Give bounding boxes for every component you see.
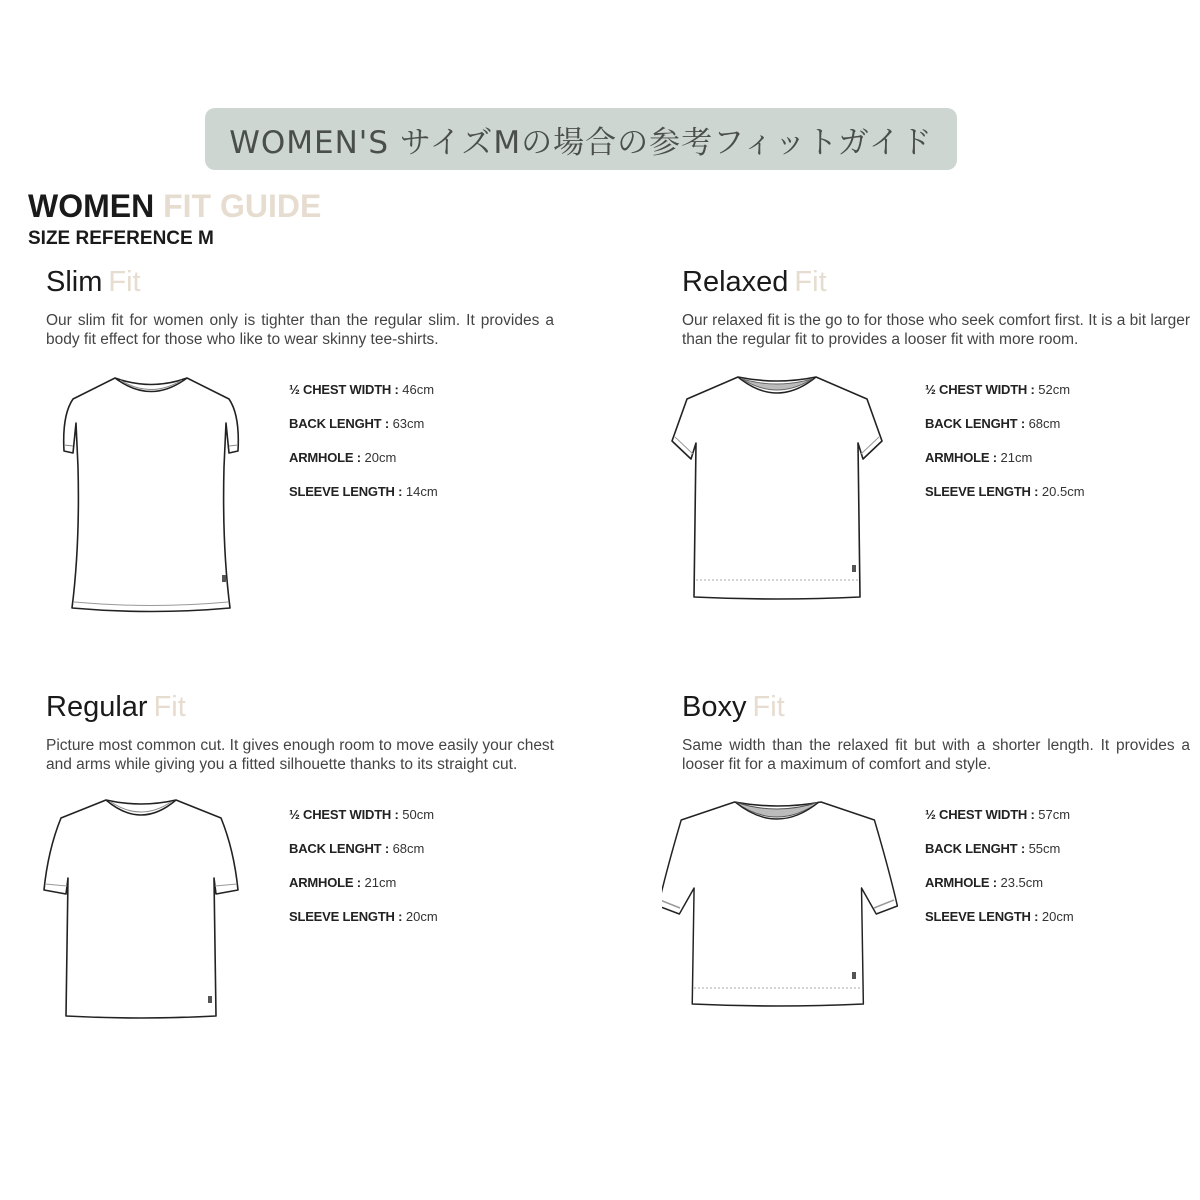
spec-row-armhole: ARMHOLE : 21cm <box>289 875 397 890</box>
slim-tshirt-icon <box>26 365 276 615</box>
boxy-tshirt-icon <box>662 790 912 1040</box>
fit-name-label: Boxy <box>682 691 747 723</box>
fit-name <box>46 265 141 299</box>
spec-row-chest: ½ CHEST WIDTH : 52cm <box>925 382 1071 397</box>
spec-row-chest: ½ CHEST WIDTH : 57cm <box>925 807 1071 822</box>
fit-card-boxy <box>682 690 1200 1050</box>
banner <box>205 108 957 170</box>
spec-row-back-length: BACK LENGHT : 68cm <box>925 416 1061 431</box>
spec-list <box>289 807 438 943</box>
relaxed-tshirt-icon <box>662 365 912 615</box>
spec-row-back-length: BACK LENGHT : 63cm <box>289 416 425 431</box>
spec-row-chest: ½ CHEST WIDTH : 46cm <box>289 382 435 397</box>
fit-card-relaxed <box>682 265 1200 625</box>
fit-word: Fit <box>153 691 186 723</box>
fit-name <box>682 690 785 724</box>
guide-subtitle: SIZE REFERENCE M <box>28 228 214 249</box>
spec-row-sleeve-length: SLEEVE LENGTH : 20cm <box>925 909 1074 924</box>
fit-description: Same width than the relaxed fit but with a shorter length. It provides a looser fit for a maximum of comfort and style. <box>682 737 1190 773</box>
fit-description: Our slim fit for women only is tighter than the regular slim. It provides a body fit effect for those who like to wear skinny tee-shirts. <box>46 312 554 348</box>
spec-list <box>289 382 438 518</box>
fit-word: Fit <box>794 266 827 298</box>
fit-name-label: Relaxed <box>682 266 789 298</box>
regular-tshirt-icon <box>26 790 276 1040</box>
spec-list <box>925 807 1074 943</box>
spec-list <box>925 382 1085 518</box>
spec-row-armhole: ARMHOLE : 21cm <box>925 450 1033 465</box>
fit-word: Fit <box>752 691 785 723</box>
fit-name-label: Regular <box>46 691 148 723</box>
fit-name <box>46 690 186 724</box>
fit-word: Fit <box>108 266 141 298</box>
spec-row-back-length: BACK LENGHT : 55cm <box>925 841 1061 856</box>
fit-card-slim <box>46 265 566 625</box>
banner-text: WOMEN'S サイズMの場合の参考フィットガイド <box>229 124 933 161</box>
spec-row-chest: ½ CHEST WIDTH : 50cm <box>289 807 435 822</box>
fit-description: Our relaxed fit is the go to for those who seek comfort first. It is a bit larger than the regular fit to provides a looser fit with more room. <box>682 312 1190 348</box>
spec-row-sleeve-length: SLEEVE LENGTH : 20cm <box>289 909 438 924</box>
guide-title <box>28 188 321 224</box>
spec-row-back-length: BACK LENGHT : 68cm <box>289 841 425 856</box>
fit-description: Picture most common cut. It gives enough room to move easily your chest and arms while giving you a fitted silhouette thanks to its straight cut. <box>46 737 554 773</box>
spec-row-armhole: ARMHOLE : 20cm <box>289 450 397 465</box>
guide-title-accent: FIT GUIDE <box>163 188 322 224</box>
fit-card-regular <box>46 690 566 1050</box>
spec-row-sleeve-length: SLEEVE LENGTH : 14cm <box>289 484 438 499</box>
guide-title-main: WOMEN <box>28 188 155 224</box>
spec-row-sleeve-length: SLEEVE LENGTH : 20.5cm <box>925 484 1085 499</box>
fit-name <box>682 265 827 299</box>
fit-name-label: Slim <box>46 266 103 298</box>
spec-row-armhole: ARMHOLE : 23.5cm <box>925 875 1044 890</box>
